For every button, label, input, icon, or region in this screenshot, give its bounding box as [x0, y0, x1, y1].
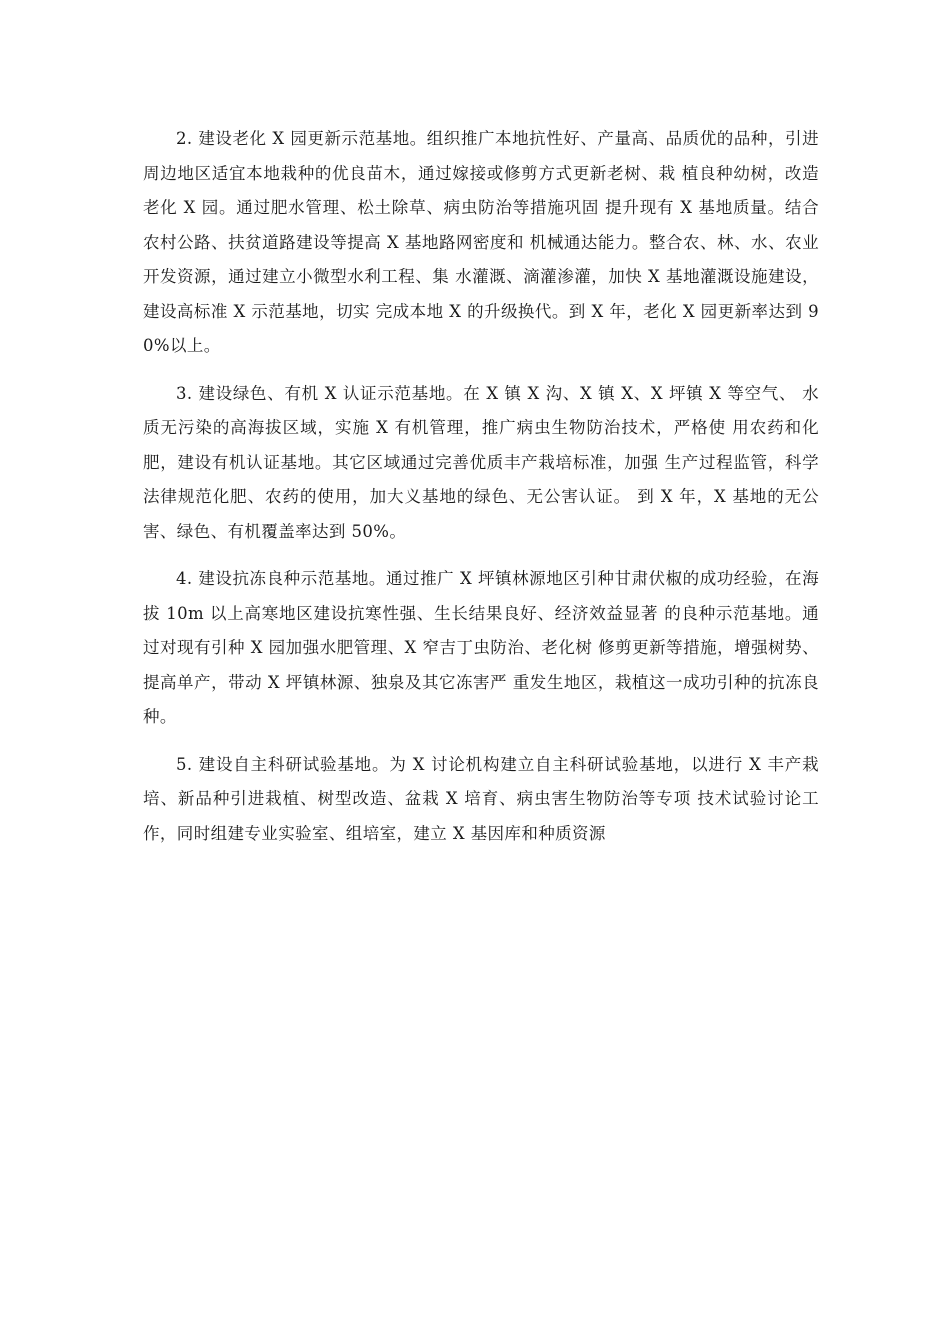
paragraph-4: 4. 建设抗冻良种示范基地。通过推广 X 坪镇林源地区引种甘肃伏椒的成功经验，在海拔 10m 以上高寒地区建设抗寒性强、生长结果良好、经济效益显著 的良种示范基地。通过对现有引种 X 园加强水肥管理、X 窄吉丁虫防治、老化树 修剪更新等措施，增强树势、提高单产，带动 X 坪镇林源、独泉及其它冻害严 重发生地区，栽植这一成功引种的抗冻良种。	[143, 569, 819, 726]
paragraph-3: 3. 建设绿色、有机 X 认证示范基地。在 X 镇 X 沟、X 镇 X、X 坪镇 X 等空气、 水质无污染的高海拔区域，实施 X 有机管理，推广病虫生物防治技术，严格使 用农药和化肥，建设有机认证基地。其它区域通过完善优质丰产栽培标准，加强 生产过程监管，科学法律规范化肥、农药的使用，加大义基地的绿色、无公害认证。 到 X 年，X 基地的无公害、绿色、有机覆盖率达到 50%。	[143, 383, 819, 541]
paragraph-5: 5. 建设自主科研试验基地。为 X 讨论机构建立自主科研试验基地，以进行 X 丰产栽培、新品种引进栽植、树型改造、盆栽 X 培育、病虫害生物防治等专项 技术试验讨论工作，同时组建专业实验室、组培室，建立 X 基因库和种质资源	[143, 754, 819, 843]
document-body	[143, 122, 819, 864]
paragraph-2: 2. 建设老化 X 园更新示范基地。组织推广本地抗性好、产量高、品质优的品种，引进周边地区适宜本地栽种的优良苗木，通过嫁接或修剪方式更新老树、栽 植良种幼树，改造老化 X 园。通过肥水管理、松土除草、病虫防治等措施巩固 提升现有 X 基地质量。结合农村公路、扶贫道路建设等提高 X 基地路网密度和 机械通达能力。整合农、林、水、农业开发资源，通过建立小微型水利工程、集 水灌溉、滴灌渗灌，加快 X 基地灌溉设施建设，建设高标准 X 示范基地，切实 完成本地 X 的升级换代。到 X 年，老化 X 园更新率达到 90%以上。	[143, 129, 819, 355]
